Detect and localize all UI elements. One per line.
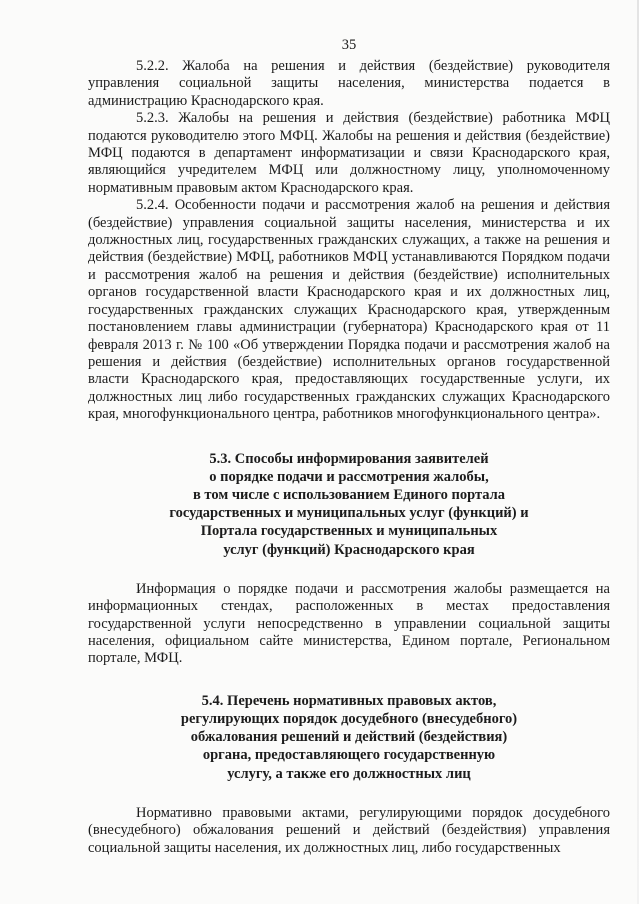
heading-line: Портала государственных и муниципальных <box>200 523 498 540</box>
paragraph-5-4: Нормативно правовыми актами, регулирующими порядок досудебного (внесудебного) обжалования решений и действий (бездействия) управления социальной защиты населения, их должностных лиц, либо государственных <box>88 804 610 856</box>
heading-line: 5.4. Перечень нормативных правовых актов, <box>201 692 497 709</box>
section-heading-5-4 <box>88 692 610 783</box>
heading-line: обжалования решений и действий (бездействия) <box>190 729 508 746</box>
paragraph-5-2-2: 5.2.2. Жалоба на решения и действия (бездействие) руководителя управления социальной защиты населения, министерства подается в администрацию Краснодарского края. <box>88 58 610 109</box>
document-page <box>88 36 610 857</box>
page-number: 35 <box>341 37 357 53</box>
paragraph-5-3: Информация о порядке подачи и рассмотрения жалобы размещается на информационных стендах, расположенных в местах предоставления государственной услуги непосредственно в управлении социальной защиты населения, официальном сайте министерства, Едином портале, Региональном портале, МФЦ. <box>88 580 610 667</box>
heading-line: услуг (функций) Краснодарского края <box>223 541 475 558</box>
heading-line: органа, предоставляющего государственную <box>202 747 496 764</box>
section-heading-5-3 <box>88 450 610 559</box>
heading-line: о порядке подачи и рассмотрения жалобы, <box>209 468 489 485</box>
heading-line: государственных и муниципальных услуг (функций) и <box>169 505 529 522</box>
paragraph-5-2-3: 5.2.3. Жалобы на решения и действия (бездействие) работника МФЦ подаются руководителю этого МФЦ. Жалобы на решения и действия (бездействие) МФЦ подаются в департамент информатизации и связи Краснодарского края, являющийся учредителем МФЦ или должностному лицу, уполномоченному нормативным правовым актом Краснодарского края. <box>88 110 610 196</box>
paragraph-5-2-4: 5.2.4. Особенности подачи и рассмотрения жалоб на решения и действия (бездействие) управления социальной защиты населения, министерства и их должностных лиц, государственных гражданских служащих, а также на решения и действия (бездействие) МФЦ, работников МФЦ устанавливаются Порядком подачи и рассмотрения жалоб на решения и действия (бездействие) исполнительных органов государственной власти Краснодарского края и их должностных лиц, государственных гражданских служащих Краснодарского края, утвержденным постановлением главы администрации (губернатора) Краснодарского края от 11 февраля 2013 г. № 100 «Об утверждении Порядка подачи и рассмотрения жалоб на решения и действия (бездействие) исполнительных органов государственной власти Краснодарского края, предоставляющих государственные услуги, их должностных лиц либо государственных гражданских служащих Краснодарского края, многофункционального центра, работников многофункционального центра». <box>88 197 610 423</box>
heading-line: регулирующих порядок досудебного (внесудебного) <box>180 710 518 727</box>
heading-line: услугу, а также его должностных лиц <box>227 765 471 782</box>
heading-line: 5.3. Способы информирования заявителей <box>209 450 489 467</box>
heading-line: в том числе с использованием Единого портала <box>192 486 506 503</box>
